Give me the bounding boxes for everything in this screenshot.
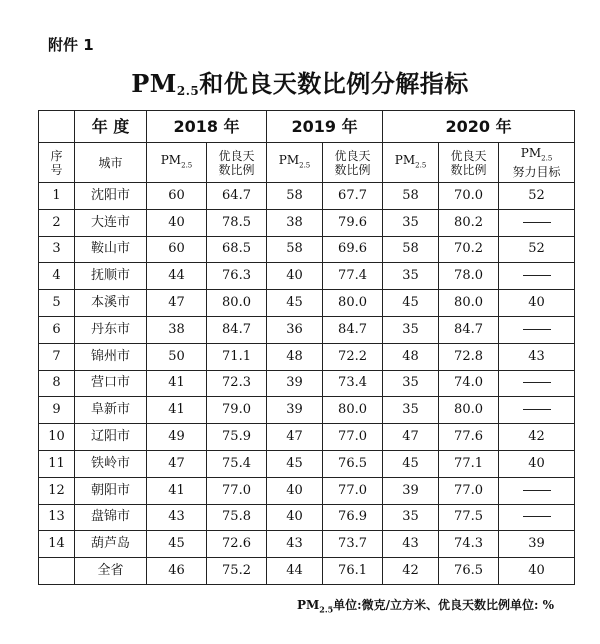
cell-pm-2020: 43	[383, 531, 439, 558]
header-ratio-text: 优良天 数比例	[450, 148, 487, 177]
title-pm-subscript: 2.5	[176, 84, 200, 98]
cell-pm-2018: 44	[147, 263, 207, 290]
document-title	[0, 64, 600, 99]
cell-ratio-2020: 72.8	[439, 343, 499, 370]
cell-pm-2020: 35	[383, 316, 439, 343]
cell-pm-2020: 35	[383, 370, 439, 397]
cell-city: 朝阳市	[75, 477, 147, 504]
cell-pm-2020: 35	[383, 263, 439, 290]
header-pm-sub: 2.5	[415, 161, 427, 170]
table-body	[39, 183, 575, 585]
cell-pm-2020: 39	[383, 477, 439, 504]
cell-ratio-2018: 78.5	[207, 209, 267, 236]
header-pm-text: PM	[278, 152, 300, 167]
cell-ratio-2020: 84.7	[439, 316, 499, 343]
dash-mark	[523, 222, 551, 223]
cell-target: 52	[499, 183, 575, 210]
cell-ratio-2019: 67.7	[323, 183, 383, 210]
table-row	[39, 263, 575, 290]
cell-ratio-2018: 64.7	[207, 183, 267, 210]
cell-city: 丹东市	[75, 316, 147, 343]
cell-serial: 12	[39, 477, 75, 504]
cell-pm-2019: 39	[267, 370, 323, 397]
cell-city: 营口市	[75, 370, 147, 397]
cell-city: 葫芦岛	[75, 531, 147, 558]
dash-mark	[523, 490, 551, 491]
cell-pm-2020: 48	[383, 343, 439, 370]
cell-serial: 2	[39, 209, 75, 236]
header-city: 城市	[75, 143, 147, 183]
header-row-columns	[39, 143, 575, 183]
cell-target: 42	[499, 424, 575, 451]
header-serial	[39, 143, 75, 183]
cell-serial: 3	[39, 236, 75, 263]
cell-pm-2019: 47	[267, 424, 323, 451]
cell-pm-2019: 38	[267, 209, 323, 236]
cell-pm-2018: 41	[147, 477, 207, 504]
cell-ratio-2019: 77.4	[323, 263, 383, 290]
cell-target: 39	[499, 531, 575, 558]
table-row	[39, 450, 575, 477]
cell-city: 盘锦市	[75, 504, 147, 531]
table-row	[39, 477, 575, 504]
cell-ratio-2020: 74.0	[439, 370, 499, 397]
cell-ratio-2020: 77.0	[439, 477, 499, 504]
cell-serial: 14	[39, 531, 75, 558]
unit-note	[297, 596, 554, 614]
cell-target: 40	[499, 558, 575, 585]
cell-ratio-2018: 75.9	[207, 424, 267, 451]
cell-target: 52	[499, 236, 575, 263]
cell-pm-2019: 40	[267, 504, 323, 531]
cell-serial: 4	[39, 263, 75, 290]
cell-pm-2020: 42	[383, 558, 439, 585]
table-row	[39, 397, 575, 424]
cell-pm-2019: 45	[267, 450, 323, 477]
header-row-year	[39, 111, 575, 143]
cell-target: 40	[499, 450, 575, 477]
cell-ratio-2019: 76.9	[323, 504, 383, 531]
header-serial-text: 序 号	[50, 148, 63, 177]
cell-ratio-2019: 77.0	[323, 424, 383, 451]
cell-pm-2020: 45	[383, 450, 439, 477]
cell-pm-2018: 60	[147, 183, 207, 210]
header-ratio-2019	[323, 143, 383, 183]
cell-city: 阜新市	[75, 397, 147, 424]
cell-ratio-2019: 73.4	[323, 370, 383, 397]
cell-pm-2018: 41	[147, 397, 207, 424]
cell-ratio-2018: 72.3	[207, 370, 267, 397]
header-pm-2019	[267, 143, 323, 183]
cell-ratio-2019: 80.0	[323, 290, 383, 317]
cell-pm-2020: 35	[383, 504, 439, 531]
cell-pm-2018: 43	[147, 504, 207, 531]
cell-serial: 7	[39, 343, 75, 370]
header-target-pm: PM	[520, 145, 542, 160]
cell-city: 锦州市	[75, 343, 147, 370]
header-pm-sub: 2.5	[181, 161, 193, 170]
cell-ratio-2018: 80.0	[207, 290, 267, 317]
header-pm-sub: 2.5	[299, 161, 311, 170]
cell-pm-2020: 58	[383, 236, 439, 263]
cell-ratio-2020: 70.0	[439, 183, 499, 210]
cell-city: 鞍山市	[75, 236, 147, 263]
table-row	[39, 183, 575, 210]
cell-pm-2019: 39	[267, 397, 323, 424]
cell-ratio-2018: 84.7	[207, 316, 267, 343]
header-target	[499, 143, 575, 183]
cell-ratio-2018: 75.4	[207, 450, 267, 477]
cell-pm-2019: 40	[267, 477, 323, 504]
cell-ratio-2020: 80.0	[439, 397, 499, 424]
cell-ratio-2019: 76.5	[323, 450, 383, 477]
cell-city: 沈阳市	[75, 183, 147, 210]
cell-serial: 11	[39, 450, 75, 477]
cell-ratio-2020: 77.1	[439, 450, 499, 477]
cell-ratio-2020: 76.5	[439, 558, 499, 585]
table-row	[39, 370, 575, 397]
cell-pm-2019: 36	[267, 316, 323, 343]
table-row	[39, 424, 575, 451]
cell-city: 抚顺市	[75, 263, 147, 290]
table-row	[39, 531, 575, 558]
cell-serial: 6	[39, 316, 75, 343]
cell-ratio-2018: 79.0	[207, 397, 267, 424]
cell-ratio-2020: 74.3	[439, 531, 499, 558]
table-row	[39, 316, 575, 343]
cell-serial: 5	[39, 290, 75, 317]
dash-mark	[523, 275, 551, 276]
note-pm: PM	[296, 598, 320, 612]
cell-serial	[39, 558, 75, 585]
header-ratio-text: 优良天 数比例	[334, 148, 371, 177]
title-pm: PM	[131, 69, 177, 98]
title-text: 和优良天数比例分解指标	[199, 69, 469, 98]
cell-ratio-2019: 73.7	[323, 531, 383, 558]
cell-pm-2020: 35	[383, 397, 439, 424]
cell-ratio-2020: 80.2	[439, 209, 499, 236]
cell-pm-2020: 47	[383, 424, 439, 451]
attachment-label: 附件 1	[48, 36, 94, 54]
cell-pm-2018: 49	[147, 424, 207, 451]
cell-target: 43	[499, 343, 575, 370]
cell-pm-2018: 38	[147, 316, 207, 343]
cell-ratio-2020: 80.0	[439, 290, 499, 317]
header-ratio-2018	[207, 143, 267, 183]
cell-pm-2019: 48	[267, 343, 323, 370]
cell-pm-2018: 45	[147, 531, 207, 558]
cell-pm-2019: 44	[267, 558, 323, 585]
cell-pm-2018: 41	[147, 370, 207, 397]
cell-pm-2018: 40	[147, 209, 207, 236]
cell-pm-2019: 58	[267, 236, 323, 263]
cell-target	[499, 370, 575, 397]
cell-target: 40	[499, 290, 575, 317]
cell-ratio-2020: 77.5	[439, 504, 499, 531]
cell-serial: 8	[39, 370, 75, 397]
header-2020: 2020 年	[383, 111, 575, 143]
cell-ratio-2019: 69.6	[323, 236, 383, 263]
header-corner	[39, 111, 75, 143]
table-row	[39, 504, 575, 531]
cell-city: 辽阳市	[75, 424, 147, 451]
cell-target	[499, 209, 575, 236]
dash-mark	[523, 329, 551, 330]
header-target-sub: 2.5	[541, 154, 553, 163]
cell-city: 大连市	[75, 209, 147, 236]
cell-ratio-2019: 80.0	[323, 397, 383, 424]
cell-ratio-2018: 76.3	[207, 263, 267, 290]
cell-pm-2018: 47	[147, 450, 207, 477]
header-ratio-2020	[439, 143, 499, 183]
cell-ratio-2018: 77.0	[207, 477, 267, 504]
table-row	[39, 558, 575, 585]
dash-mark	[523, 382, 551, 383]
cell-pm-2019: 43	[267, 531, 323, 558]
cell-city: 全省	[75, 558, 147, 585]
cell-ratio-2019: 84.7	[323, 316, 383, 343]
table-row	[39, 209, 575, 236]
cell-pm-2019: 45	[267, 290, 323, 317]
cell-ratio-2020: 78.0	[439, 263, 499, 290]
dash-mark	[523, 409, 551, 410]
cell-target	[499, 316, 575, 343]
cell-ratio-2020: 77.6	[439, 424, 499, 451]
cell-target	[499, 504, 575, 531]
cell-city: 铁岭市	[75, 450, 147, 477]
note-text: 单位:微克/立方米、优良天数比例单位: %	[333, 598, 554, 612]
header-year-label: 年 度	[75, 111, 147, 143]
cell-serial: 9	[39, 397, 75, 424]
indicator-table	[38, 110, 575, 585]
cell-serial: 1	[39, 183, 75, 210]
cell-pm-2018: 46	[147, 558, 207, 585]
cell-ratio-2018: 75.8	[207, 504, 267, 531]
cell-ratio-2018: 75.2	[207, 558, 267, 585]
cell-serial: 13	[39, 504, 75, 531]
cell-target	[499, 263, 575, 290]
header-pm-2018	[147, 143, 207, 183]
cell-pm-2019: 58	[267, 183, 323, 210]
cell-ratio-2018: 72.6	[207, 531, 267, 558]
cell-pm-2020: 45	[383, 290, 439, 317]
header-pm-text: PM	[160, 152, 182, 167]
header-2018: 2018 年	[147, 111, 267, 143]
header-pm-text: PM	[394, 152, 416, 167]
cell-target	[499, 477, 575, 504]
header-ratio-text: 优良天 数比例	[218, 148, 255, 177]
table-row	[39, 343, 575, 370]
note-pm-sub: 2.5	[319, 604, 334, 615]
header-target-text: 努力目标	[512, 165, 561, 180]
cell-ratio-2019: 79.6	[323, 209, 383, 236]
cell-city: 本溪市	[75, 290, 147, 317]
cell-pm-2018: 47	[147, 290, 207, 317]
table-row	[39, 236, 575, 263]
cell-serial: 10	[39, 424, 75, 451]
cell-ratio-2019: 76.1	[323, 558, 383, 585]
cell-ratio-2018: 71.1	[207, 343, 267, 370]
header-pm-2020	[383, 143, 439, 183]
cell-ratio-2018: 68.5	[207, 236, 267, 263]
cell-pm-2018: 60	[147, 236, 207, 263]
cell-pm-2018: 50	[147, 343, 207, 370]
cell-pm-2019: 40	[267, 263, 323, 290]
cell-ratio-2020: 70.2	[439, 236, 499, 263]
cell-ratio-2019: 77.0	[323, 477, 383, 504]
cell-pm-2020: 58	[383, 183, 439, 210]
cell-ratio-2019: 72.2	[323, 343, 383, 370]
header-2019: 2019 年	[267, 111, 383, 143]
table-row	[39, 290, 575, 317]
dash-mark	[523, 516, 551, 517]
cell-target	[499, 397, 575, 424]
cell-pm-2020: 35	[383, 209, 439, 236]
